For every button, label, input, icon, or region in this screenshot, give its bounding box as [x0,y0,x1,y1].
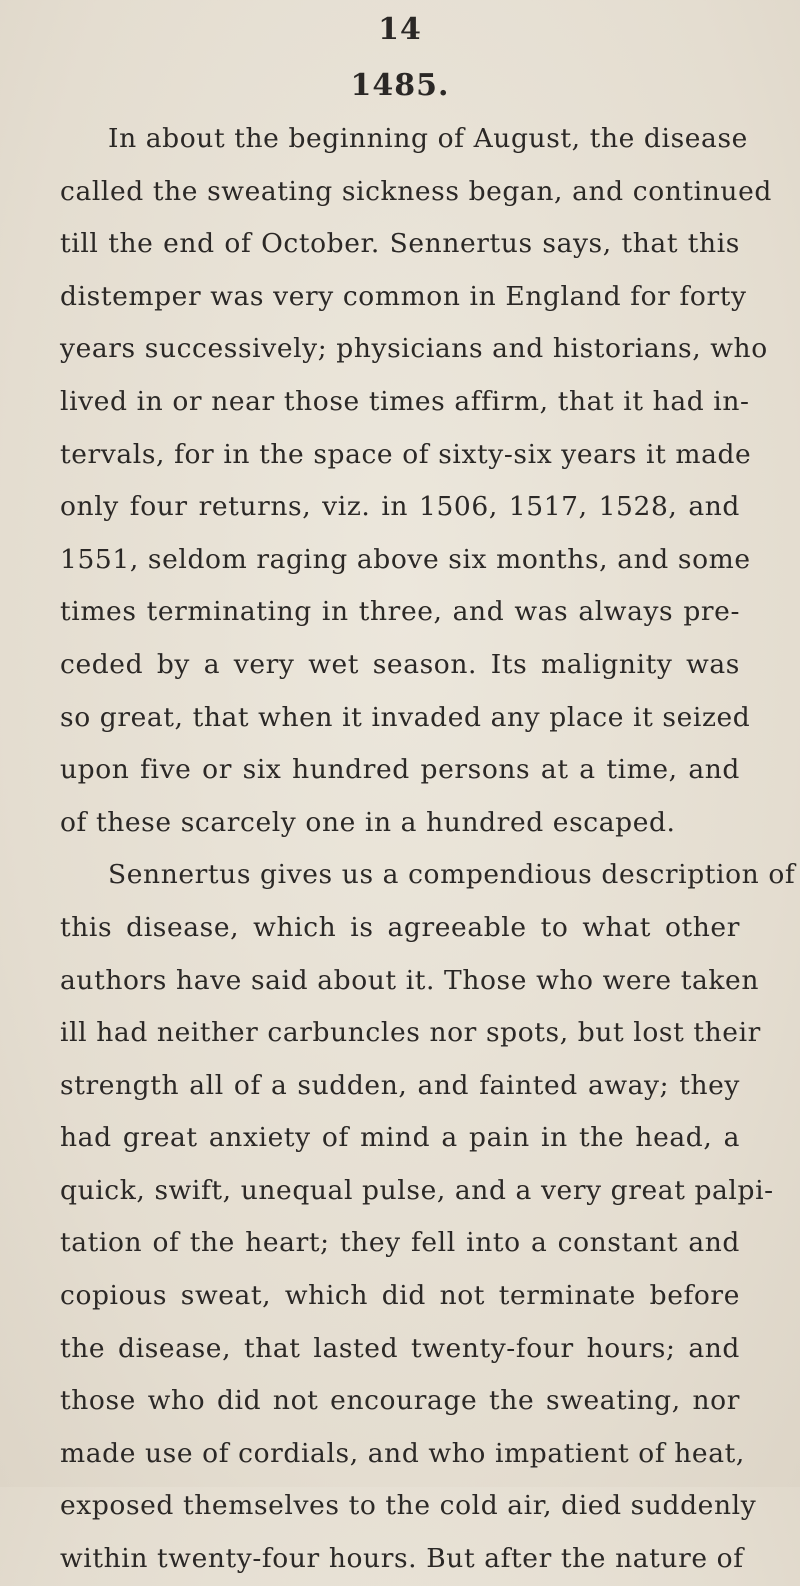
text-line: of these scarcely one in a hundred escaped. [60,806,676,838]
body-text [60,113,796,1586]
text-line: only four returns, viz. in 1506, 1517, 1528, and [60,491,740,523]
text-line: within twenty-four hours. But after the nature of [60,1543,744,1575]
text-line: In about the beginning of August, the disease [108,123,748,154]
text-line: had great anxiety of mind a pain in the head, a [60,1122,740,1154]
text-line: years successively; physicians and historians, who [60,333,768,365]
text-line: tervals, for in the space of sixty-six years it made [60,438,752,470]
text-line: till the end of October. Sennertus says, that this [60,228,740,260]
text-line: quick, swift, unequal pulse, and a very great palpi- [60,1174,774,1206]
text-line: authors have said about it. Those who were taken [60,964,759,996]
text-line: called the sweating sickness began, and continued [60,175,772,207]
text-line: the disease, that lasted twenty-four hours; and [60,1332,740,1364]
text-line: ceded by a very wet season. Its malignity was [60,648,740,680]
page-number: 14 [378,12,422,47]
text-line: so great, that when it invaded any place it seized [60,701,751,733]
text-line: ill had neither carbuncles nor spots, but lost their [60,1017,761,1049]
section-year-heading: 1485. [350,68,450,103]
text-line: strength all of a sudden, and fainted away; they [60,1069,740,1101]
text-line: made use of cordials, and who impatient of heat, [60,1437,745,1469]
text-line: distemper was very common in England for forty [60,280,747,312]
text-line: upon five or six hundred persons at a time, and [60,754,740,786]
text-line: lived in or near those times affirm, that it had in- [60,385,750,417]
text-line: Sennertus gives us a compendious description of [108,859,796,891]
text-line: exposed themselves to the cold air, died suddenly [60,1490,757,1522]
text-line: tation of the heart; they fell into a constant and [60,1227,740,1259]
text-line: times terminating in three, and was always pre- [60,596,740,628]
text-line: this disease, which is agreeable to what other [60,911,740,943]
text-line: those who did not encourage the sweating, nor [60,1385,740,1417]
text-line: copious sweat, which did not terminate before [60,1280,740,1312]
text-line: 1551, seldom raging above six months, and some [60,543,751,575]
